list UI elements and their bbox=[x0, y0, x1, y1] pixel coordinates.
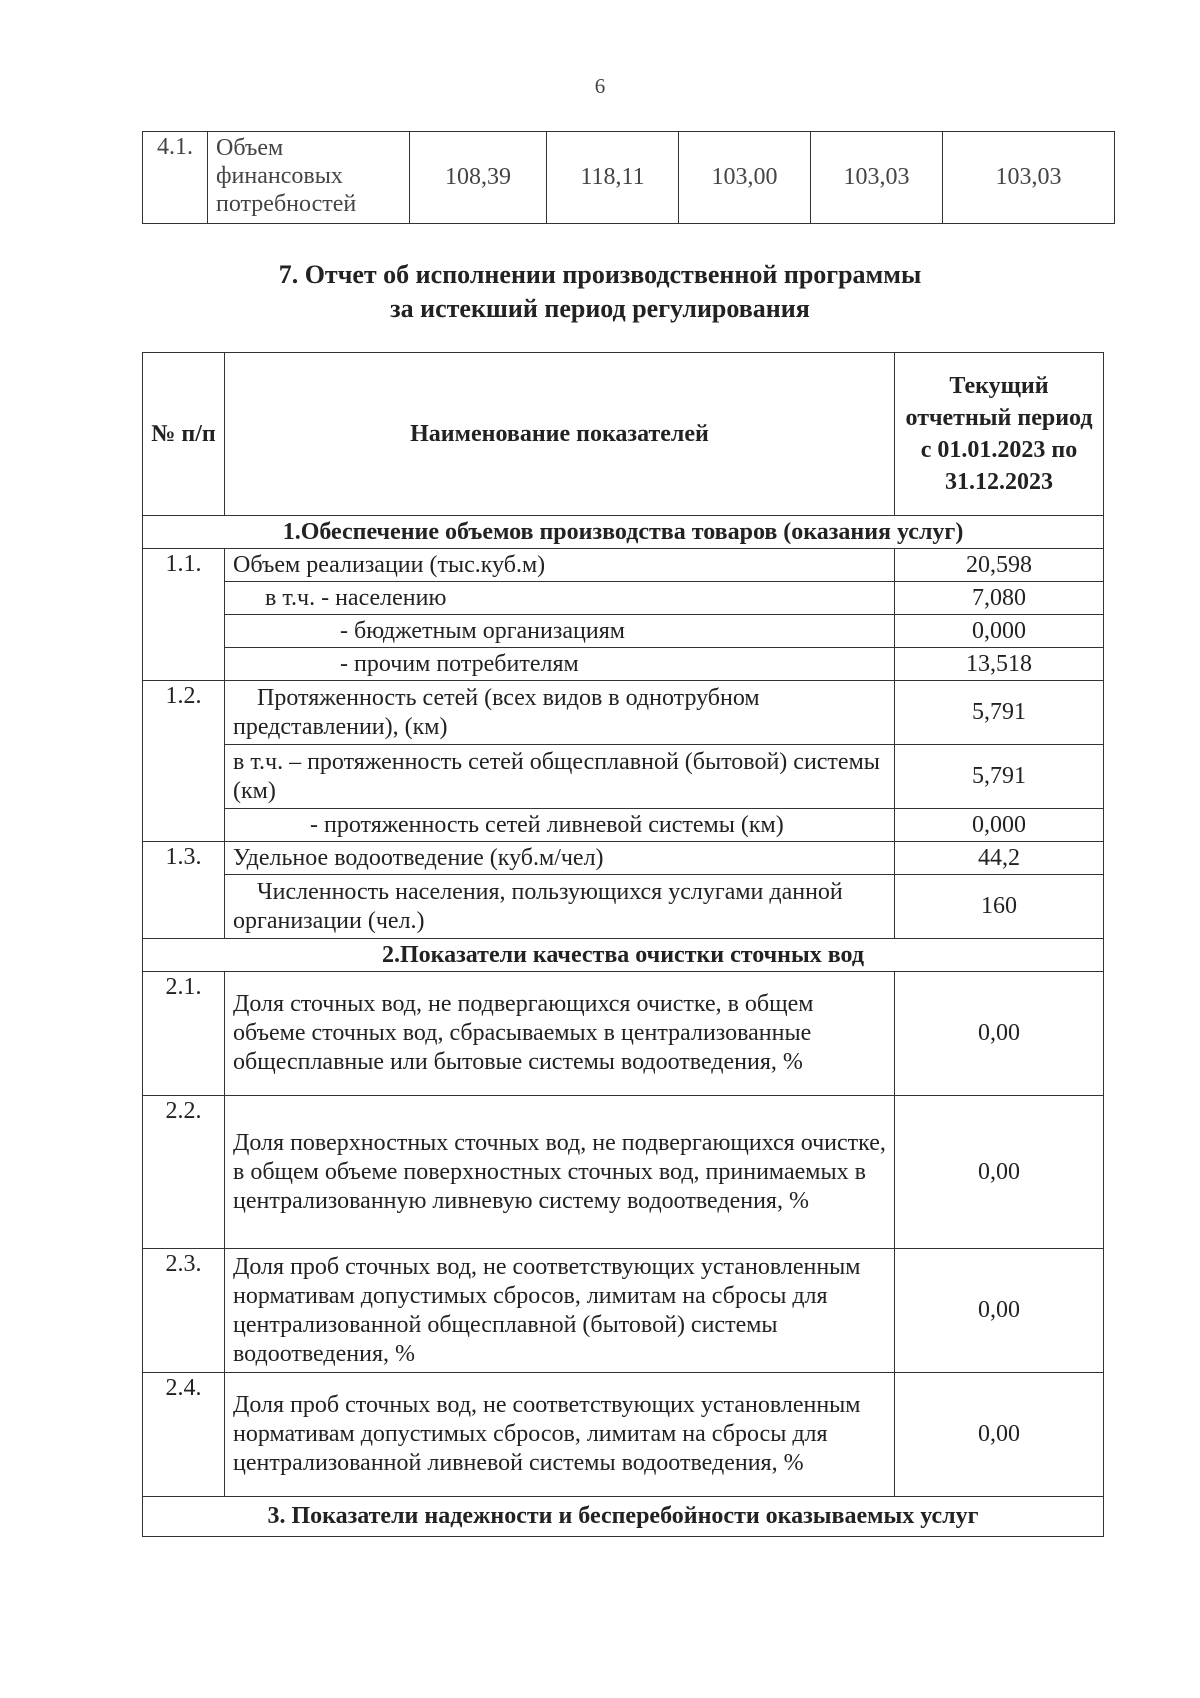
section-row bbox=[143, 939, 1104, 972]
table-row bbox=[143, 648, 1104, 681]
indicator-name: Объем реализации (тыс.куб.м) bbox=[225, 549, 895, 582]
header-number: № п/п bbox=[143, 353, 225, 516]
indicator-value: 44,2 bbox=[895, 842, 1104, 875]
table-row bbox=[143, 1373, 1104, 1497]
table-row bbox=[143, 132, 1115, 224]
value-cell: 108,39 bbox=[410, 132, 547, 224]
indicator-name: - прочим потребителям bbox=[225, 648, 895, 681]
section-header: 3. Показатели надежности и бесперебойности оказываемых услуг bbox=[143, 1497, 1104, 1537]
row-number: 1.3. bbox=[143, 842, 225, 939]
table-row bbox=[143, 809, 1104, 842]
row-number: 2.3. bbox=[143, 1249, 225, 1373]
indicator-name: Протяженность сетей (всех видов в однотрубном представлении), (км) bbox=[225, 681, 895, 745]
section-title-line: 7. Отчет об исполнении производственной программы bbox=[278, 260, 922, 289]
table-row bbox=[143, 615, 1104, 648]
indicator-name: Удельное водоотведение (куб.м/чел) bbox=[225, 842, 895, 875]
indicator-name: - бюджетным организациям bbox=[225, 615, 895, 648]
indicator-value: 0,00 bbox=[895, 1096, 1104, 1249]
value-cell: 103,03 bbox=[943, 132, 1115, 224]
section-row bbox=[143, 516, 1104, 549]
indicator-name: в т.ч. – протяженность сетей общесплавной (бытовой) системы (км) bbox=[225, 745, 895, 809]
table-row bbox=[143, 842, 1104, 875]
indicator-value: 0,000 bbox=[895, 809, 1104, 842]
production-program-table bbox=[142, 352, 1104, 1537]
section-title-line: за истекший период регулирования bbox=[390, 294, 810, 323]
indicator-name: Численность населения, пользующихся услугами данной организации (чел.) bbox=[225, 875, 895, 939]
table-row bbox=[143, 549, 1104, 582]
indicator-value: 160 bbox=[895, 875, 1104, 939]
table-row bbox=[143, 681, 1104, 745]
header-period: Текущий отчетный период с 01.01.2023 по 31.12.2023 bbox=[895, 353, 1104, 516]
page-number: 6 bbox=[594, 74, 606, 98]
section-header: 1.Обеспечение объемов производства товаров (оказания услуг) bbox=[143, 516, 1104, 549]
row-number: 2.2. bbox=[143, 1096, 225, 1249]
indicator-value: 5,791 bbox=[895, 681, 1104, 745]
table-row bbox=[143, 745, 1104, 809]
indicator-value: 7,080 bbox=[895, 582, 1104, 615]
indicator-name: Доля проб сточных вод, не соответствующих установленным нормативам допустимых сбросов, лимитам на сбросы для централизованной общесплавной (бытовой) системы водоотведения, % bbox=[225, 1249, 895, 1373]
section-header: 2.Показатели качества очистки сточных вод bbox=[143, 939, 1104, 972]
indicator-name: Доля сточных вод, не подвергающихся очистке, в общем объеме сточных вод, сбрасываемых в централизованные общесплавные или бытовые системы водоотведения, % bbox=[225, 972, 895, 1096]
indicator-value: 5,791 bbox=[895, 745, 1104, 809]
table-row bbox=[143, 972, 1104, 1096]
table-row bbox=[143, 875, 1104, 939]
row-number: 2.4. bbox=[143, 1373, 225, 1497]
row-number: 1.1. bbox=[143, 549, 225, 681]
section-title bbox=[0, 258, 1200, 326]
table-row bbox=[143, 582, 1104, 615]
section-row bbox=[143, 1497, 1104, 1537]
indicator-value: 0,00 bbox=[895, 972, 1104, 1096]
table-row bbox=[143, 1249, 1104, 1373]
value-cell: 103,03 bbox=[811, 132, 943, 224]
indicator-name: - протяженность сетей ливневой системы (км) bbox=[225, 809, 895, 842]
table-row bbox=[143, 1096, 1104, 1249]
indicator-value: 0,000 bbox=[895, 615, 1104, 648]
row-label-line: потребностей bbox=[216, 191, 357, 217]
row-number: 4.1. bbox=[143, 132, 208, 224]
value-cell: 103,00 bbox=[679, 132, 811, 224]
row-label-line: финансовых bbox=[216, 163, 343, 189]
row-label-line: Объем bbox=[216, 135, 284, 161]
row-number: 2.1. bbox=[143, 972, 225, 1096]
indicator-value: 20,598 bbox=[895, 549, 1104, 582]
indicator-value: 0,00 bbox=[895, 1373, 1104, 1497]
indicator-value: 0,00 bbox=[895, 1249, 1104, 1373]
value-cell: 118,11 bbox=[547, 132, 679, 224]
financial-needs-table bbox=[142, 131, 1115, 224]
row-number: 1.2. bbox=[143, 681, 225, 842]
indicator-value: 13,518 bbox=[895, 648, 1104, 681]
table-header-row bbox=[143, 353, 1104, 516]
indicator-name: в т.ч. - населению bbox=[225, 582, 895, 615]
row-label bbox=[208, 132, 410, 224]
header-name: Наименование показателей bbox=[225, 353, 895, 516]
indicator-name: Доля поверхностных сточных вод, не подвергающихся очистке, в общем объеме поверхностных сточных вод, принимаемых в централизованную ливневую систему водоотведения, % bbox=[225, 1096, 895, 1249]
indicator-name: Доля проб сточных вод, не соответствующих установленным нормативам допустимых сбросов, лимитам на сбросы для централизованной ливневой системы водоотведения, % bbox=[225, 1373, 895, 1497]
